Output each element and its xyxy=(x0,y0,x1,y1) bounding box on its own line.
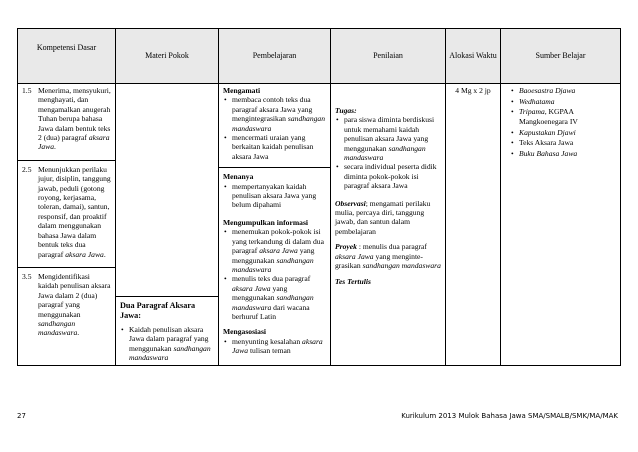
materi-title: Dua Paragraf Aksara Jawa: xyxy=(120,301,196,320)
item-italic-tail-2: mandaswara xyxy=(232,302,272,312)
kd-text-italic: aksara Jawa xyxy=(65,249,104,259)
step-mengamati-title: Mengamati xyxy=(223,86,261,95)
tes-tertulis-label: Tes Tertulis xyxy=(335,276,371,286)
kd-text-italic: sandhangan mandaswara xyxy=(38,318,78,338)
list-item xyxy=(519,128,616,137)
observasi-label: Observasi xyxy=(335,198,366,208)
list-item xyxy=(232,274,326,321)
page-number: 27 xyxy=(17,412,26,420)
kd-text xyxy=(38,165,111,259)
list-item xyxy=(344,115,441,162)
step-mengasosiasi-list xyxy=(223,337,326,356)
list-item xyxy=(129,325,214,363)
list-item xyxy=(232,133,326,161)
proyek-block xyxy=(335,242,441,270)
tugas-list xyxy=(335,115,441,190)
cell-pembelajaran xyxy=(219,84,331,366)
item-text-post: tulisan teman xyxy=(249,346,291,356)
proyek-italic: aksara Jawa xyxy=(335,251,374,261)
materi-item-italic: sandhangan mandaswara xyxy=(129,343,211,363)
item-text: menemukan pokok-pokok isi yang terkandung di dalam dua paragraf xyxy=(232,227,324,256)
header-penilaian: Penilaian xyxy=(331,29,446,84)
kd-number: 1.5 xyxy=(22,86,32,95)
sumber-suffix: , KGPAA Mangkoenegara IV xyxy=(519,107,578,126)
proyek-label: Proyek xyxy=(335,242,357,252)
materi-item-text: Kaidah penulisan aksara Jawa dalam paragraf yang menggunakan xyxy=(129,325,209,353)
penilaian-spacer xyxy=(335,86,441,106)
sumber-text: Baoesastra Djawa xyxy=(519,86,576,95)
item-italic: sandhangan mandaswara xyxy=(232,114,326,133)
item-text: menyunting kesalahan xyxy=(232,336,301,346)
list-item xyxy=(519,149,616,158)
list-item xyxy=(232,182,326,210)
kd-text-main: Menerima, mensyukuri, menghayati, dan mengamalkan anugerah Tuhan berupa bahasa Jawa dalam bentuk teks 2 (dua) paragraf xyxy=(38,86,111,143)
kd-number: 2.5 xyxy=(22,164,32,174)
tugas-title: Tugas: xyxy=(335,106,357,115)
item-italic: aksara Jawa xyxy=(232,336,323,356)
item-italic-tail: sandhangan xyxy=(276,293,314,303)
step-mengumpulkan-title: Mengumpulkan informasi xyxy=(223,217,309,227)
syllabus-table xyxy=(17,28,621,366)
list-item xyxy=(519,97,616,106)
step-menanya xyxy=(219,167,330,210)
item-italic-tail: sandhangan mandaswara xyxy=(232,255,314,274)
table-row xyxy=(18,84,621,366)
sumber-text: Teks Aksara Jawa xyxy=(519,138,574,148)
step-menanya-list xyxy=(223,182,326,210)
item-italic: aksara Jawa xyxy=(259,246,298,256)
item-text: menulis teks dua paragraf xyxy=(232,274,311,284)
cell-sumber-belajar xyxy=(501,84,621,366)
table-header-row xyxy=(18,29,621,84)
cell-materi-pokok xyxy=(116,84,219,366)
kd-number: 3.5 xyxy=(22,271,32,281)
kd-text-tail: . xyxy=(103,249,106,259)
list-item xyxy=(232,227,326,274)
proyek-italic-2: sandhangan mandaswara xyxy=(362,261,441,271)
sumber-text: Wedhatama xyxy=(519,96,555,106)
cell-kompetensi-dasar xyxy=(18,84,116,366)
kd-text xyxy=(38,272,111,338)
kd-text-tail: . xyxy=(77,328,80,338)
alokasi-value: 4 Mg x 2 jp xyxy=(455,86,491,95)
kd-text xyxy=(38,86,111,152)
header-kompetensi-dasar: Kompetensi Dasar xyxy=(18,29,116,84)
header-sumber-belajar: Sumber Belajar xyxy=(501,29,621,84)
sumber-list xyxy=(505,86,616,158)
kd-text-tail: . xyxy=(54,142,56,152)
step-mengamati-list xyxy=(223,95,326,161)
observasi-block xyxy=(335,199,441,237)
step-mengumpulkan-list xyxy=(223,227,326,321)
item-text-post: yang menggunakan xyxy=(232,283,288,303)
curriculum-label: Kurikulum 2013 Mulok Bahasa Jawa SMA/SMALB/SMK/MA/MAK xyxy=(401,412,618,420)
item-italic: sandhangan mandaswara xyxy=(344,143,426,163)
list-item xyxy=(519,107,616,126)
proyek-text: : menulis dua paragraf xyxy=(358,242,427,252)
proyek-text-mid: yang menginte-grasikan xyxy=(335,251,423,271)
kd-item-2-5 xyxy=(18,160,115,259)
list-item xyxy=(519,86,616,95)
sumber-text: Tripama xyxy=(519,107,545,117)
sumber-text: Buku Bahasa Jawa xyxy=(519,148,578,158)
list-item xyxy=(519,138,616,147)
list-item xyxy=(232,337,326,356)
materi-spacer xyxy=(120,84,214,296)
kd-text-main: Mengidentifikasi kaidah penulisan aksara Jawa dalam 2 (dua) paragraf yang menggunakan xyxy=(38,271,111,319)
list-item xyxy=(232,95,326,133)
item-text: mencermati uraian yang berkaitan kaidah penulisan aksara Jawa xyxy=(232,133,314,161)
observasi-text: ; mengamati perilaku mulia, percaya diri, tanggung jawab, dan santun dalam pembelajaran xyxy=(335,198,431,236)
item-text: mempertanyakan kaidah penulisan aksara Jawa yang belum dipahami xyxy=(232,181,317,210)
materi-list xyxy=(120,325,214,363)
header-pembelajaran: Pembelajaran xyxy=(219,29,331,84)
sumber-text: Kapustakan Djawi xyxy=(519,127,576,137)
step-mengasosiasi-title: Mengasosiasi xyxy=(223,327,267,337)
cell-alokasi-waktu xyxy=(446,84,501,366)
kd-item-3-5 xyxy=(18,267,115,338)
step-menanya-title: Menanya xyxy=(223,172,254,182)
item-text-post: yang menggunakan xyxy=(232,246,315,265)
item-text: membaca contoh teks dua paragraf aksara Jawa yang mengintegrasikan xyxy=(232,95,313,124)
item-italic: aksara Jawa xyxy=(232,283,271,293)
cell-penilaian xyxy=(331,84,446,366)
page-footer xyxy=(17,412,618,420)
kd-item-1-5 xyxy=(22,86,111,152)
list-item xyxy=(344,162,441,190)
header-materi-pokok: Materi Pokok xyxy=(116,29,219,84)
kd-text-main: Menunjukkan perilaku jujur, disiplin, tanggung jawab, peduli (gotong royong, kerjasama, toleran, damai), santun, responsif, dan proaktif dalam menggunakan bahasa Jawa dalam bentuk teks dua paragraf xyxy=(38,164,111,259)
item-text: para siswa diminta berdiskusi untuk memahami kaidah penulisan aksara Jawa yang menggunakan xyxy=(344,115,435,153)
kd-text-italic: aksara Jawa xyxy=(38,133,110,152)
header-alokasi-waktu: Alokasi Waktu xyxy=(446,29,501,84)
item-text: secara individual peserta didik diminta pokok-pokok isi paragraf aksara Jawa xyxy=(344,162,437,191)
materi-block xyxy=(116,296,218,363)
item-text-tail: dari wacana berhuruf Latin xyxy=(232,302,310,321)
